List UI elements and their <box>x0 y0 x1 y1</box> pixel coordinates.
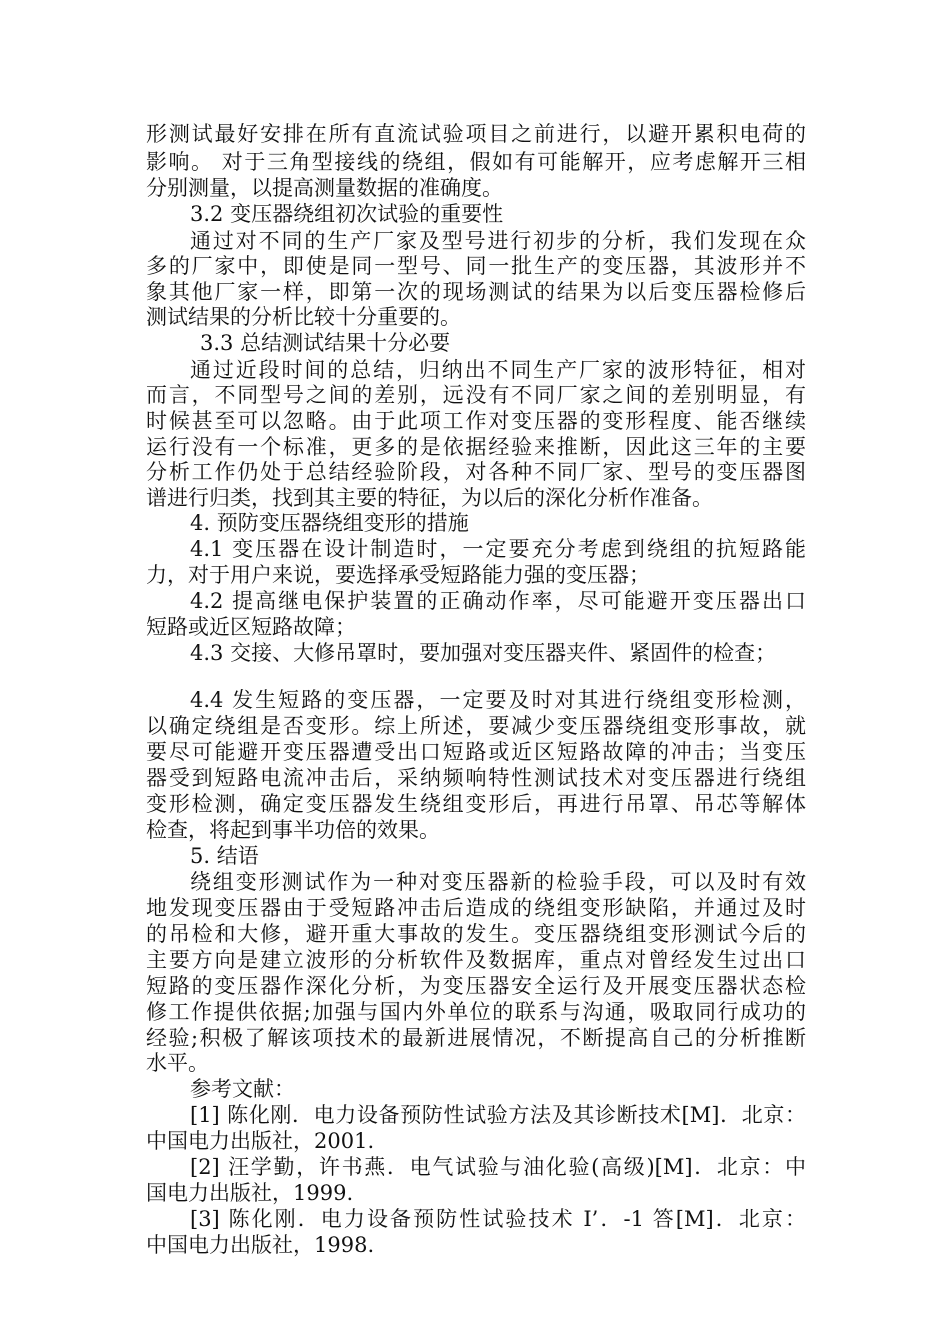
reference-item: 中国电力出版社，1998. <box>146 1233 375 1257</box>
paragraph-line: 运行没有一个标准，更多的是依据经验来推断，因此这三年的主要 <box>146 435 806 459</box>
paragraph-line: 测试结果的分析比较十分重要的。 <box>146 305 461 329</box>
paragraph-line: 短路的变压器作深化分析，为变压器安全运行及开展变压器状态检 <box>146 974 806 998</box>
paragraph-line: 要尽可能避开变压器遭受出口短路或近区短路故障的冲击；当变压 <box>146 740 806 764</box>
list-item: 4.3 交接、大修吊罩时，要加强对变压器夹件、紧固件的检查； <box>190 641 777 665</box>
list-item: 4.1 变压器在设计制造时，一定要充分考虑到绕组的抗短路能 <box>190 537 806 561</box>
paragraph-line: 象其他厂家一样，即第一次的现场测试的结果为以后变压器检修后 <box>146 280 806 304</box>
paragraph-line: 短路或近区短路故障； <box>146 615 356 639</box>
paragraph-line: 修工作提供依据;加强与国内外单位的联系与沟通，吸取同行成功的 <box>146 1000 806 1024</box>
list-item: 4.4 发生短路的变压器，一定要及时对其进行绕组变形检测， <box>190 688 806 712</box>
paragraph-line: 的吊检和大修，避开重大事故的发生。变压器绕组变形测试今后的 <box>146 922 806 946</box>
reference-item: [1] 陈化刚．电力设备预防性试验方法及其诊断技术[M]．北京： <box>190 1103 806 1127</box>
paragraph-line: 谱进行归类，找到其主要的特征，为以后的深化分析作准备。 <box>146 486 713 510</box>
reference-item: [3] 陈化刚．电力设备预防性试验技术 I’．-1 答[M]．北京： <box>190 1207 806 1231</box>
references-heading: 参考文献： <box>190 1077 295 1101</box>
paragraph-line: 器受到短路电流冲击后，采纳频响特性测试技术对变压器进行绕组 <box>146 766 806 790</box>
paragraph-line: 分析工作仍处于总结经验阶段，对各种不同厂家、型号的变压器图 <box>146 460 806 484</box>
paragraph-line: 形测试最好安排在所有直流试验项目之前进行，以避开累积电荷的 <box>146 122 806 146</box>
paragraph-line: 检查，将起到事半功倍的效果。 <box>146 818 440 842</box>
paragraph-line: 变形检测，确定变压器发生绕组变形后，再进行吊罩、吊芯等解体 <box>146 792 806 816</box>
paragraph-line: 水平。 <box>146 1051 209 1075</box>
paragraph-line: 以确定绕组是否变形。综上所述，要减少变压器绕组变形事故，就 <box>146 714 806 738</box>
paragraph-line: 力，对于用户来说，要选择承受短路能力强的变压器； <box>146 563 650 587</box>
reference-item: 国电力出版社，1999. <box>146 1181 354 1205</box>
paragraph-line: 分别测量，以提高测量数据的准确度。 <box>146 176 503 200</box>
section-heading: 5. 结语 <box>190 844 259 868</box>
paragraph-line: 经验;积极了解该项技术的最新进展情况，不断提高自己的分析推断 <box>146 1026 806 1050</box>
paragraph-line: 时候甚至可以忽略。由于此项工作对变压器的变形程度、能否继续 <box>146 409 806 433</box>
paragraph-line: 主要方向是建立波形的分析软件及数据库，重点对曾经发生过出口 <box>146 948 806 972</box>
paragraph-line: 多的厂家中，即使是同一型号、同一批生产的变压器，其波形并不 <box>146 254 806 278</box>
paragraph-line: 而言，不同型号之间的差别，远没有不同厂家之间的差别明显，有 <box>146 383 806 407</box>
list-item: 4.2 提高继电保护装置的正确动作率，尽可能避开变压器出口 <box>190 589 806 613</box>
reference-item: [2] 汪学勤，许书燕．电气试验与油化验(高级)[M]．北京：中 <box>190 1155 806 1179</box>
reference-item: 中国电力出版社，2001. <box>146 1129 375 1153</box>
section-heading: 3.2 变压器绕组初次试验的重要性 <box>190 202 504 226</box>
section-heading: 4. 预防变压器绕组变形的措施 <box>190 511 469 535</box>
paragraph-line: 影响。 对于三角型接线的绕组，假如有可能解开，应考虑解开三相 <box>146 150 806 174</box>
section-heading: 3.3 总结测试结果十分必要 <box>200 331 451 355</box>
paragraph-line: 绕组变形测试作为一种对变压器新的检验手段，可以及时有效 <box>190 870 806 894</box>
paragraph-line: 通过对不同的生产厂家及型号进行初步的分析，我们发现在众 <box>190 229 806 253</box>
paragraph-line: 通过近段时间的总结，归纳出不同生产厂家的波形特征，相对 <box>190 358 806 382</box>
paragraph-line: 地发现变压器由于受短路冲击后造成的绕组变形缺陷，并通过及时 <box>146 896 806 920</box>
